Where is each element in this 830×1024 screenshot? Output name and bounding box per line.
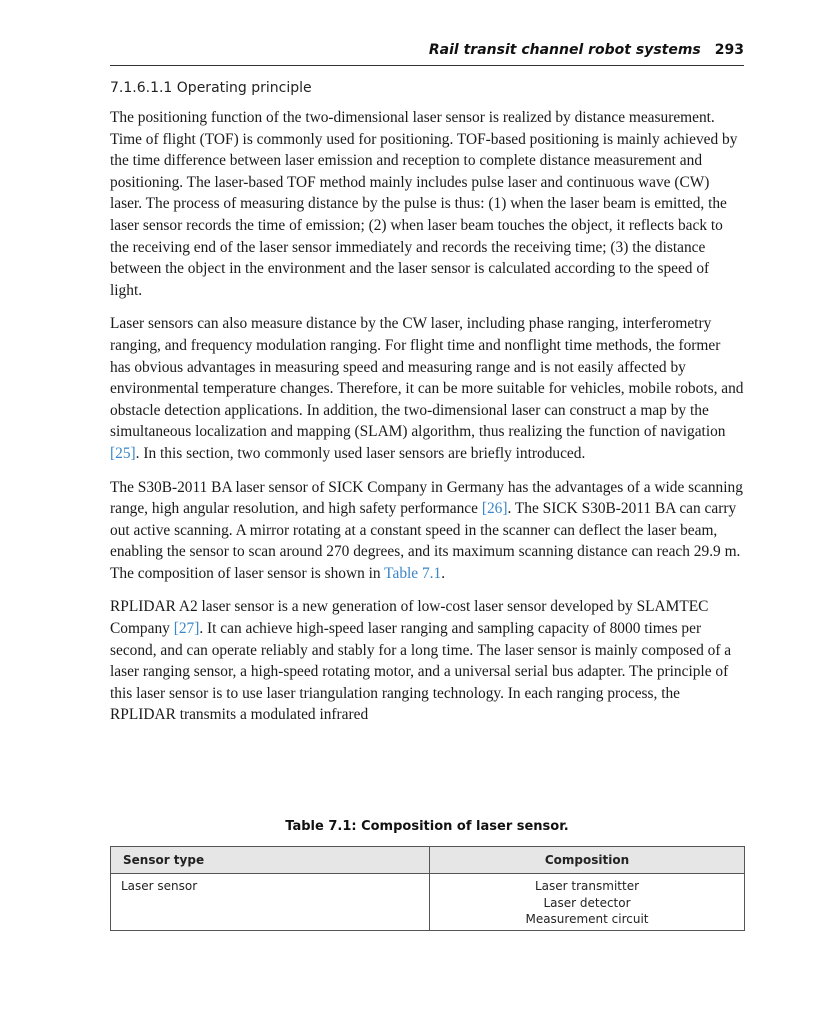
table-caption: Table 7.1: Composition of laser sensor. [285,819,569,834]
paragraph-2 [110,313,744,464]
citation-link-26[interactable]: [26] [481,500,508,518]
paragraph-3-text-b: . The SICK S30B-2011 BA can carry out active scanning. A mirror rotating at a constant speed in the scanner can deflect the laser beam, enabling the sensor to scan around 270 degrees, and its maximum scanning distance can reach 29.9 m. The composition of laser sensor is shown in [110,500,741,582]
citation-link-25[interactable]: [25] [110,444,136,462]
paragraph-1: The positioning function of the two-dimensional laser sensor is realized by distance measurement. Time of flight (TOF) is commonly used for positioning. TOF-based positioning is mainly achieved by the time difference between laser emission and reception to complete distance measurement and positioning. The laser-based TOF method mainly includes pulse laser and continuous wave (CW) laser. The process of measuring distance by the pulse is thus: (1) when the laser beam is emitted, the laser sensor records the time of emission; (2) when laser beam touches the object, it reflects back to the receiving end of the laser sensor immediately and records the receiving time; (3) the distance between the object in the environment and the laser sensor is calculated according to the speed of light. [110,109,738,299]
paragraph-3 [110,477,744,585]
running-header [110,40,744,60]
table-header-composition: Composition [430,847,745,874]
composition-item: Laser detector [543,895,631,910]
paragraph-3-text-c: . [441,564,446,582]
paragraph-4-text-a: RPLIDAR A2 laser sensor is a new generation of low-cost laser sensor developed by SLAMTEC Company [110,598,709,638]
composition-item: Measurement circuit [525,912,649,926]
citation-link-27[interactable]: [27] [173,620,200,638]
body-text [110,107,744,738]
composition-table [110,846,745,931]
table-link[interactable]: Table 7.1 [384,564,442,582]
paragraph-4 [110,596,744,726]
header-rule [110,65,744,66]
table-header-row [111,847,745,874]
paragraph-4-text-b: . It can achieve high-speed laser ranging and sampling capacity of 8000 times per second, and can operate reliably and stably for a long time. The laser sensor is mainly composed of a laser ranging sensor, a high-speed rotating motor, and a universal serial bus adapter. The principle of this laser sensor is to use laser triangulation ranging technology. In each ranging process, the RPLIDAR transmits a modulated infrared [110,620,732,724]
paragraph-3-text-a: The S30B-2011 BA laser sensor of SICK Company in Germany has the advantages of a wide scanning range, high angular resolution, and high safety performance [110,478,743,518]
table-cell-sensor-type: Laser sensor [111,874,430,931]
table-header-sensor-type: Sensor type [111,847,430,874]
table-cell-composition [430,874,745,931]
paragraph-2-text-b: . In this section, two commonly used laser sensors are briefly introduced. [135,444,586,462]
composition-item: Laser transmitter [534,879,640,893]
subsection-heading: 7.1.6.1.1 Operating principle [110,80,312,96]
running-title: Rail transit channel robot systems [428,42,701,58]
paragraph-2-text-a: Laser sensors can also measure distance by the CW laser, including phase ranging, interferometry ranging, and frequency modulation ranging. For flight time and nonflight time methods, the former has obvious advantages in measuring speed and measuring range and is not easily affected by environmental temperature changes. Therefore, it can be more suitable for vehicles, mobile robots, and obstacle detection applications. In addition, the two-dimensional laser can construct a map by the simultaneous localization and mapping (SLAM) algorithm, thus realizing the function of navigation [110,315,744,441]
page-number: 293 [714,42,744,58]
table-row [111,874,745,931]
